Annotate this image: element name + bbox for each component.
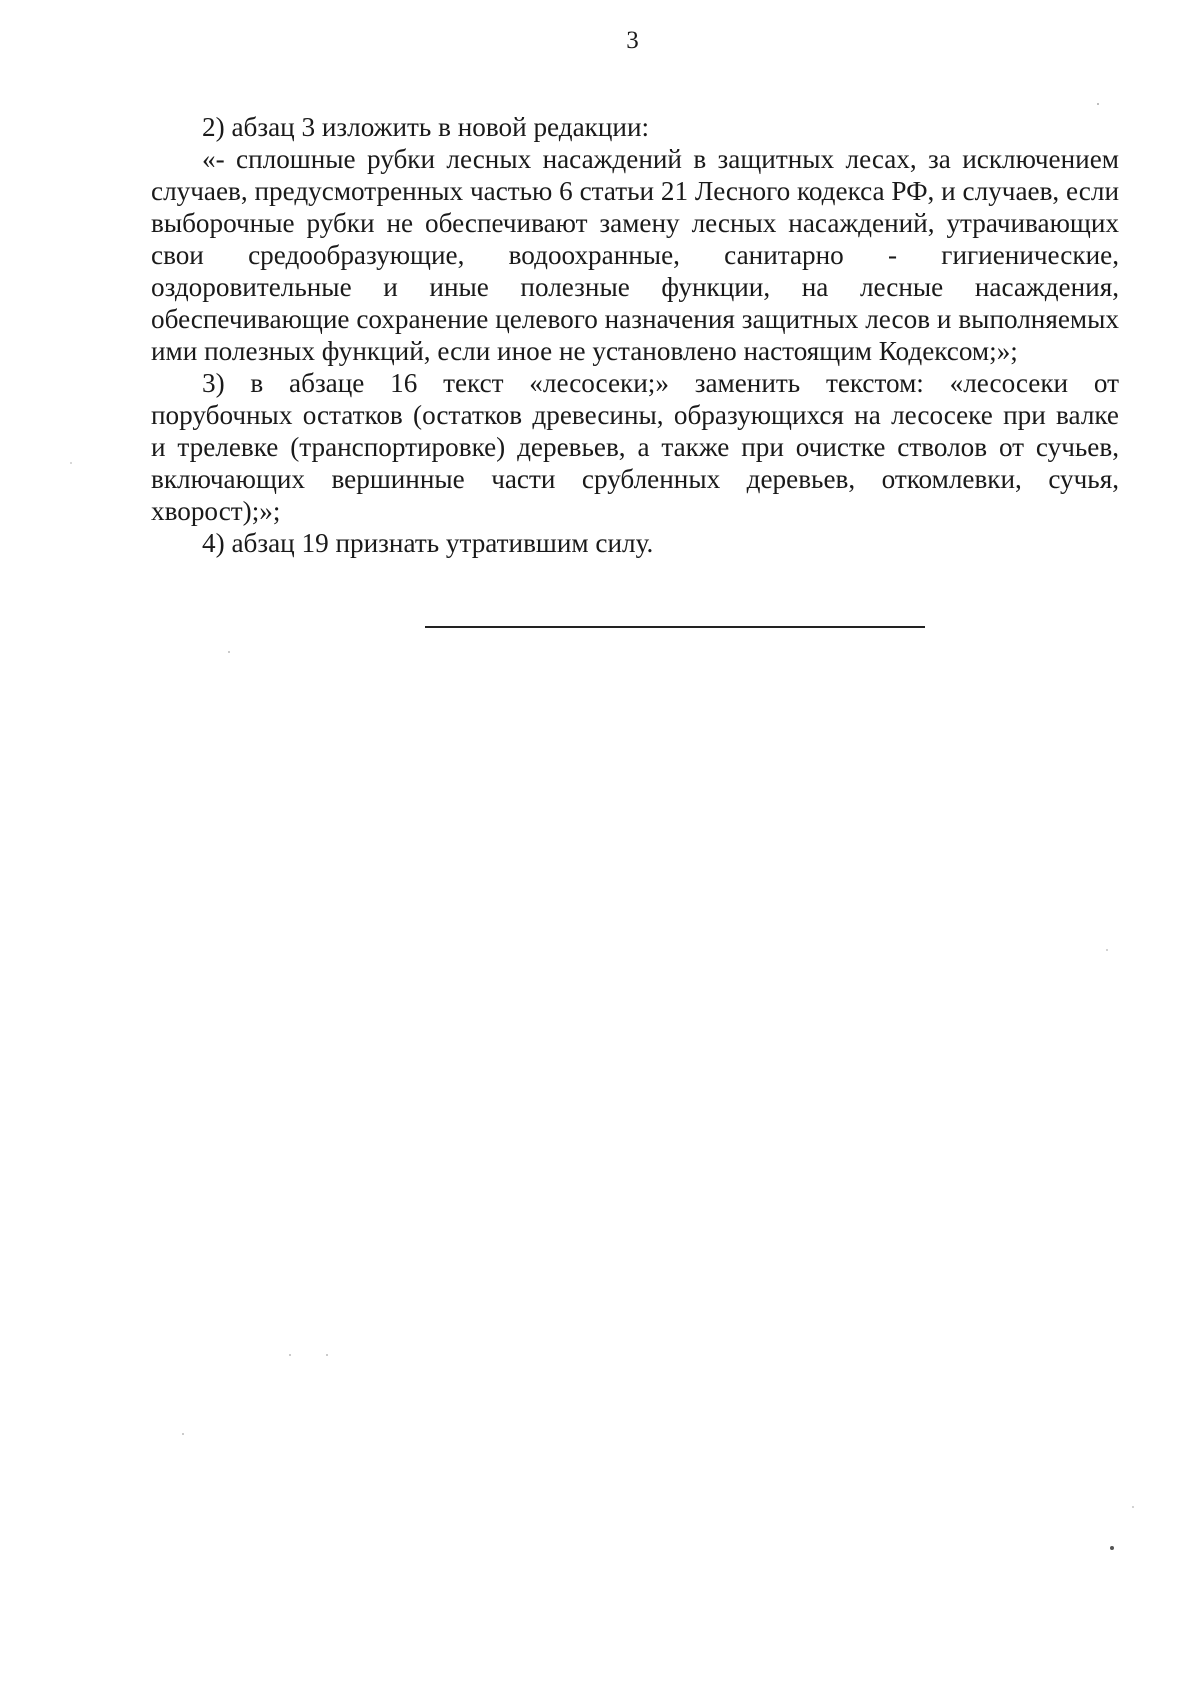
end-of-text-divider xyxy=(425,626,925,628)
document-body xyxy=(151,111,1119,559)
paragraph-item-2: 2) абзац 3 изложить в новой редакции: xyxy=(202,112,650,142)
paragraph-item-3: 3) в абзаце 16 текст «лесосеки;» заменить текстом: «лесосеки от порубочных остатков (остатков древесины, образующихся на лесосеке при валке и трелевке (транспортировке) деревьев, а также при очистке стволов от сучьев, включающих вершинные части срубленных деревьев, откомлевки, сучья, хворост);»; xyxy=(151,368,1119,526)
page-number: 3 xyxy=(626,27,639,54)
scan-speck xyxy=(228,651,230,653)
scan-speck xyxy=(289,1354,291,1356)
scan-speck xyxy=(1132,1506,1134,1508)
scan-speck xyxy=(1097,103,1099,105)
scan-speck xyxy=(1110,1546,1114,1550)
paragraph-quoted-amendment: «- сплошные рубки лесных насаждений в защитных лесах, за исключением случаев, предусмотренных частью 6 статьи 21 Лесного кодекса РФ, и случаев, если выборочные рубки не обеспечивают замену лесных насаждений, утрачивающих свои средообразующие, водоохранные, санитарно - гигиенические, оздоровительные и иные полезные функции, на лесные насаждения, обеспечивающие сохранение целевого назначения защитных лесов и выполняемых ими полезных функций, если иное не установлено настоящим Кодексом;»; xyxy=(151,144,1119,366)
scan-speck xyxy=(1106,949,1108,951)
scan-speck xyxy=(182,1433,184,1435)
paragraph-item-4: 4) абзац 19 признать утратившим силу. xyxy=(202,528,654,558)
scan-speck xyxy=(326,1354,328,1356)
scan-speck xyxy=(70,462,72,464)
